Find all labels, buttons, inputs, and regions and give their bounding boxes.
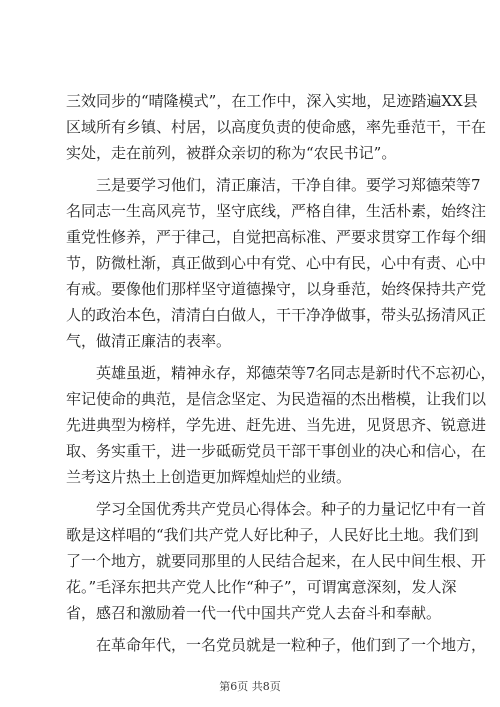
text-line: 先进典型为榜样，学先进、赶先进、当先进，见贤思齐、锐意进 xyxy=(66,416,487,434)
text-line: 气，做清正廉洁的表率。 xyxy=(66,332,232,350)
text-line: 节，防微杜渐，真正做到心中有党、心中有民，心中有责、心中 xyxy=(66,254,487,272)
text-line: 人的政治本色，清清白白做人，干干净净做事，带头弘扬清风正 xyxy=(66,306,487,324)
text-line: 重党性修养，严于律己，自觉把高标准、严要求贯穿工作每个细 xyxy=(66,228,487,246)
text-line: 在革命年代，一名党员就是一粒种子，他们到了一个地方， xyxy=(96,636,487,654)
text-line: 取、务实重干，进一步砥砺党员干部干事创业的决心和信心，在 xyxy=(66,442,487,460)
text-line: 省，感召和激励着一代一代中国共产党人去奋斗和奉献。 xyxy=(66,604,442,622)
text-line: 牢记使命的典范，是信念坚定、为民造福的杰出楷模，让我们以 xyxy=(66,390,487,408)
text-line: 歌是这样唱的“我们共产党人好比种子，人民好比土地。我们到 xyxy=(66,526,479,544)
text-line: 区域所有乡镇、村居，以高度负责的使命感，率先垂范干，干在 xyxy=(66,118,487,136)
document-body xyxy=(66,88,496,658)
text-line: 了一个地方，就要同那里的人民结合起来，在人民中间生根、开 xyxy=(66,552,487,570)
text-line: 花。”毛泽东把共产党人比作“种子”，可谓寓意深刻，发人深 xyxy=(66,578,457,596)
text-line: 兰考这片热土上创造更加辉煌灿烂的业绩。 xyxy=(66,468,352,486)
text-line: 英雄虽逝，精神永存，郑德荣等7名同志是新时代不忘初心， xyxy=(96,364,496,382)
text-line: 三效同步的“晴隆模式”，在工作中，深入实地，足迹踏遍XX县 xyxy=(66,92,478,110)
paragraph xyxy=(66,360,496,490)
paragraph xyxy=(66,632,487,658)
paragraph xyxy=(66,88,487,166)
paragraph xyxy=(66,496,487,626)
text-line: 学习全国优秀共产党员心得体会。种子的力量记忆中有一首 xyxy=(96,500,487,518)
text-line: 三是要学习他们，清正廉洁，干净自律。要学习郑德荣等7 xyxy=(96,176,481,194)
text-line: 实处，走在前列，被群众亲切的称为“农民书记”。 xyxy=(66,144,397,162)
text-line: 名同志一生高风亮节，坚守底线，严格自律，生活朴素，始终注 xyxy=(66,202,487,220)
text-line: 有戒。要像他们那样坚守道德操守，以身垂范，始终保持共产党 xyxy=(66,280,487,298)
page-footer: 第6页 共8页 xyxy=(219,680,281,693)
paragraph xyxy=(66,172,487,354)
